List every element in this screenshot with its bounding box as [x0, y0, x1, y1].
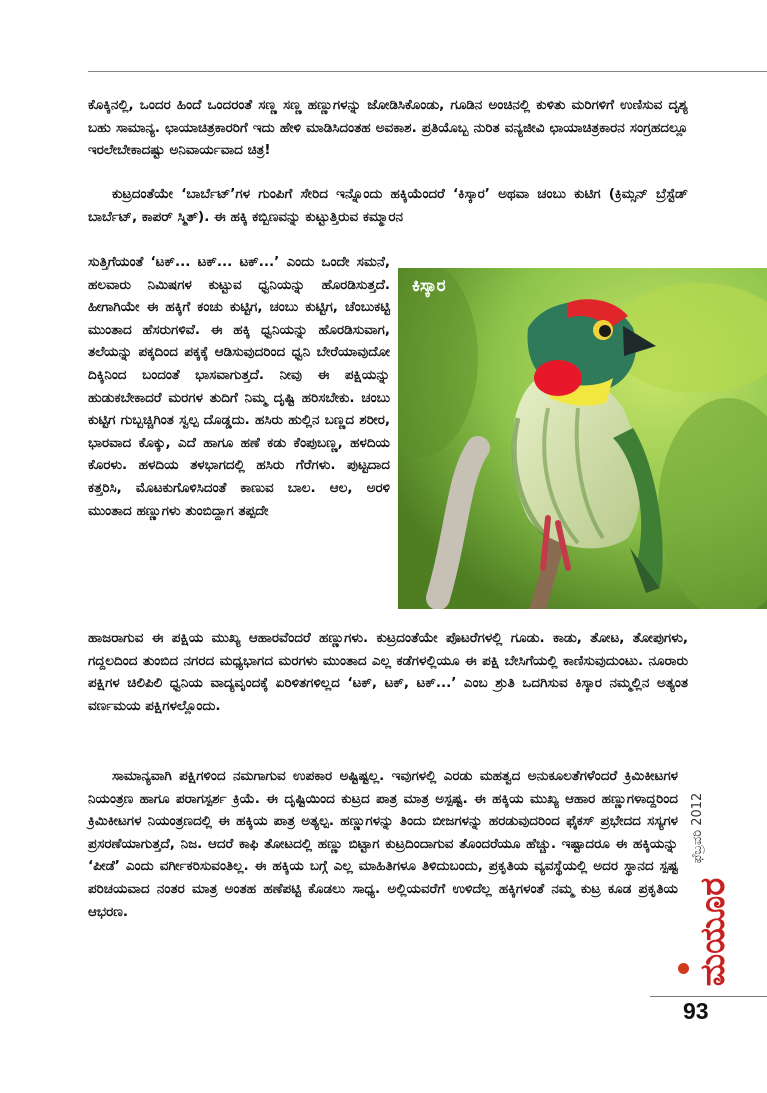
bird-photo: [398, 268, 767, 609]
coppersmith-barbet-illustration: [398, 268, 767, 609]
paragraph-2-wrapped: ಸುತ್ತಿಗೆಯಂತೆ ‘ಟಕ್... ಟಕ್... ಟಕ್...’ ಎಂದು ಒಂದೇ ಸಮನೆ, ಹಲವಾರು ನಿಮಿಷಗಳ ಕುಟ್ಟುವ ಧ್ವನಿಯನ್ನು ಹೊರಡಿಸುತ್ತದೆ. ಹೀಗಾಗಿಯೇ ಈ ಹಕ್ಕಿಗೆ ಕಂಚು ಕುಟ್ಟಿಗ, ಚಂಬು ಕುಟ್ಟಿಗ, ಚೆಂಬುಕಟ್ಟಿ ಮುಂತಾದ ಹೆಸರುಗಳಿವೆ. ಈ ಹಕ್ಕಿ ಧ್ವನಿಯನ್ನು ಹೊರಡಿಸುವಾಗ, ತಲೆಯನ್ನು ಪಕ್ಕದಿಂದ ಪಕ್ಕಕ್ಕೆ ಆಡಿಸುವುದರಿಂದ ಧ್ವನಿ ಬೇರೆಯಾವುದೋ ದಿಕ್ಕಿನಿಂದ ಬಂದಂತೆ ಭಾಸವಾಗುತ್ತದೆ. ನೀವು ಈ ಪಕ್ಷಿಯನ್ನು ಹುಡುಕಬೇಕಾದರೆ ಮರಗಳ ತುದಿಗೆ ನಿಮ್ಮ ದೃಷ್ಟಿ ಹರಿಸಬೇಕು. ಚಂಬು ಕುಟ್ಟಿಗ ಗುಬ್ಬಚ್ಚಿಗಿಂತ ಸ್ವಲ್ಪ ದೊಡ್ಡದು. ಹಸಿರು ಹುಲ್ಲಿನ ಬಣ್ಣದ ಶರೀರ, ಭಾರವಾದ ಕೊಕ್ಕು, ಎದೆ ಹಾಗೂ ಹಣೆ ಕಡು ಕೆಂಪುಬಣ್ಣ, ಹಳದಿಯ ಕೊರಳು. ಹಳದಿಯ ತಳಭಾಗದಲ್ಲಿ ಹಸಿರು ಗೆರೆಗಳು. ಪುಟ್ಟದಾದ ಕತ್ತರಿಸಿ, ಮೊಟಕುಗೊಳಿಸಿದಂತೆ ಕಾಣುವ ಬಾಲ. ಆಲ, ಅರಳಿ ಮುಂತಾದ ಹಣ್ಣುಗಳು ತುಂಬಿದ್ದಾಗ ತಪ್ಪದೇ: [88, 254, 390, 519]
page-divider: [650, 996, 767, 997]
paragraph-3: ಸಾಮಾನ್ಯವಾಗಿ ಪಕ್ಷಿಗಳಿಂದ ನಮಗಾಗುವ ಉಪಕಾರ ಅಷ್ಟಿಷ್ಟಲ್ಲ. ಇವುಗಳಲ್ಲಿ ಎರಡು ಮಹತ್ವದ ಅನುಕೂಲತೆಗಳೆಂದರೆ ಕ್ರಿಮಿಕೀಟಗಳ ನಿಯಂತ್ರಣ ಹಾಗೂ ಪರಾಗಸ್ಪರ್ಶ ಕ್ರಿಯೆ. ಈ ದೃಷ್ಟಿಯಿಂದ ಕುಟ್ರದ ಪಾತ್ರ ಮಾತ್ರ ಅಸ್ಪಷ್ಟ. ಈ ಹಕ್ಕಿಯ ಮುಖ್ಯ ಆಹಾರ ಹಣ್ಣುಗಳಾದ್ದರಿಂದ ಕ್ರಿಮಿಕೀಟಗಳ ನಿಯಂತ್ರಣದಲ್ಲಿ ಈ ಹಕ್ಕಿಯ ಪಾತ್ರ ಅತ್ಯಲ್ಪ. ಹಣ್ಣುಗಳನ್ನು ತಿಂದು ಬೀಜಗಳನ್ನು ಹರಡುವುದರಿಂದ ಫೈಕಸ್ ಪ್ರಭೇದದ ಸಸ್ಯಗಳ ಪ್ರಸರಣೆಯಾಗುತ್ತದೆ, ನಿಜ. ಆದರೆ ಕಾಫಿ ತೋಟದಲ್ಲಿ ಹಣ್ಣು ಬಿಟ್ಟಾಗ ಕುಟ್ರದಿಂದಾಗುವ ತೊಂದರೆಯೂ ಹೆಚ್ಚು. ಇಷ್ಟಾದರೂ ಈ ಹಕ್ಕಿಯನ್ನು ‘ಪೀಡೆ’ ಎಂದು ವರ್ಗೀಕರಿಸುವಂತಿಲ್ಲ. ಈ ಹಕ್ಕಿಯ ಬಗ್ಗೆ ಎಲ್ಲ ಮಾಹಿತಿಗಳೂ ತಿಳಿದುಬಂದು, ಪ್ರಕೃತಿಯ ವ್ಯವಸ್ಥೆಯಲ್ಲಿ ಅದರ ಸ್ಥಾನದ ಸ್ಪಷ್ಟ ಪರಿಚಯವಾದ ನಂತರ ಮಾತ್ರ ಅಂತಹ ಹಣೆಪಟ್ಟಿ ಕೊಡಲು ಸಾಧ್ಯ. ಅಲ್ಲಿಯವರೆಗೆ ಉಳಿದೆಲ್ಲ ಹಕ್ಕಿಗಳಂತೆ ನಮ್ಮ ಕುಟ್ರ ಕೂಡ ಪ್ರಕೃತಿಯ ಆಭರಣ.: [88, 768, 678, 920]
issue-date: ಫೆಬ್ರವರಿ 2012: [690, 792, 705, 864]
magazine-logo: ಮಯೂರ: [693, 877, 733, 987]
photo-caption: ಕಿಸ್ಕಾರ: [412, 276, 446, 296]
paragraph-2-continued: ಹಾಜರಾಗುವ ಈ ಪಕ್ಷಿಯ ಮುಖ್ಯ ಆಹಾರವೆಂದರೆ ಹಣ್ಣುಗಳು. ಕುಟ್ರದಂತೆಯೇ ಪೊಟರೆಗಳಲ್ಲಿ ಗೂಡು. ಕಾಡು, ತೋಟ, ತೋಪುಗಳು, ಗದ್ದಲದಿಂದ ತುಂಬಿದ ನಗರದ ಮಧ್ಯಭಾಗದ ಮರಗಳು ಮುಂತಾದ ಎಲ್ಲ ಕಡೆಗಳಲ್ಲಿಯೂ ಈ ಪಕ್ಷಿ ಬೇಸಿಗೆಯಲ್ಲಿ ಕಾಣಿಸುವುದುಂಟು. ನೂರಾರು ಪಕ್ಷಿಗಳ ಚಿಲಿಪಿಲಿ ಧ್ವನಿಯ ವಾದ್ಯವೃಂದಕ್ಕೆ ಏರಿಳಿತಗಳಿಲ್ಲದ ‘ಟಕ್, ಟಕ್, ಟಕ್...’ ಎಂಬ ಶ್ರುತಿ ಒದಗಿಸುವ ಕಿಸ್ಕಾರ ನಮ್ಮಲ್ಲಿನ ಅತ್ಯಂತ ವರ್ಣಮಯ ಪಕ್ಷಿಗಳಲ್ಲೊಂದು.: [88, 630, 688, 714]
paragraph-1: ಕೊಕ್ಕಿನಲ್ಲಿ, ಒಂದರ ಹಿಂದೆ ಒಂದರಂತೆ ಸಣ್ಣ ಸಣ್ಣ ಹಣ್ಣುಗಳನ್ನು ಜೋಡಿಸಿಕೊಂಡು, ಗೂಡಿನ ಅಂಚಿನಲ್ಲಿ ಕುಳಿತು ಮರಿಗಳಿಗೆ ಉಣಿಸುವ ದೃಶ್ಯ ಬಹು ಸಾಮಾನ್ಯ. ಛಾಯಾಚಿತ್ರಕಾರರಿಗೆ ಇದು ಹೇಳಿ ಮಾಡಿಸಿದಂತಹ ಅವಕಾಶ. ಪ್ರತಿಯೊಬ್ಬ ನುರಿತ ವನ್ಯಜೀವಿ ಛಾಯಾಚಿತ್ರಕಾರನ ಸಂಗ್ರಹದಲ್ಲೂ ಇರಲೇಬೇಕಾದಷ್ಟು ಅನಿವಾರ್ಯವಾದ ಚಿತ್ರ!: [88, 97, 688, 159]
page-number: 93: [683, 998, 709, 1024]
brand-dot-icon: [678, 963, 689, 974]
top-divider: [88, 71, 767, 72]
paragraph-2: ಕುಟ್ರದಂತೆಯೇ ‘ಬಾರ್ಬೆಟ್’ಗಳ ಗುಂಪಿಗೆ ಸೇರಿದ ಇನ್ನೊಂದು ಹಕ್ಕಿಯೆಂದರೆ ‘ಕಿಸ್ಕಾರ’ ಅಥವಾ ಚಂಬು ಕುಟಿಗ (ಕ್ರಿಮ್ಸನ್ ಬ್ರೆಸ್ಟೆಡ್ ಬಾರ್ಬೆಟ್, ಕಾಪರ್ ಸ್ಮಿತ್). ಈ ಹಕ್ಕಿ ಕಬ್ಬಿಣವನ್ನು ಕುಟ್ಟುತ್ತಿರುವ ಕಮ್ಮಾರನ: [88, 186, 688, 225]
